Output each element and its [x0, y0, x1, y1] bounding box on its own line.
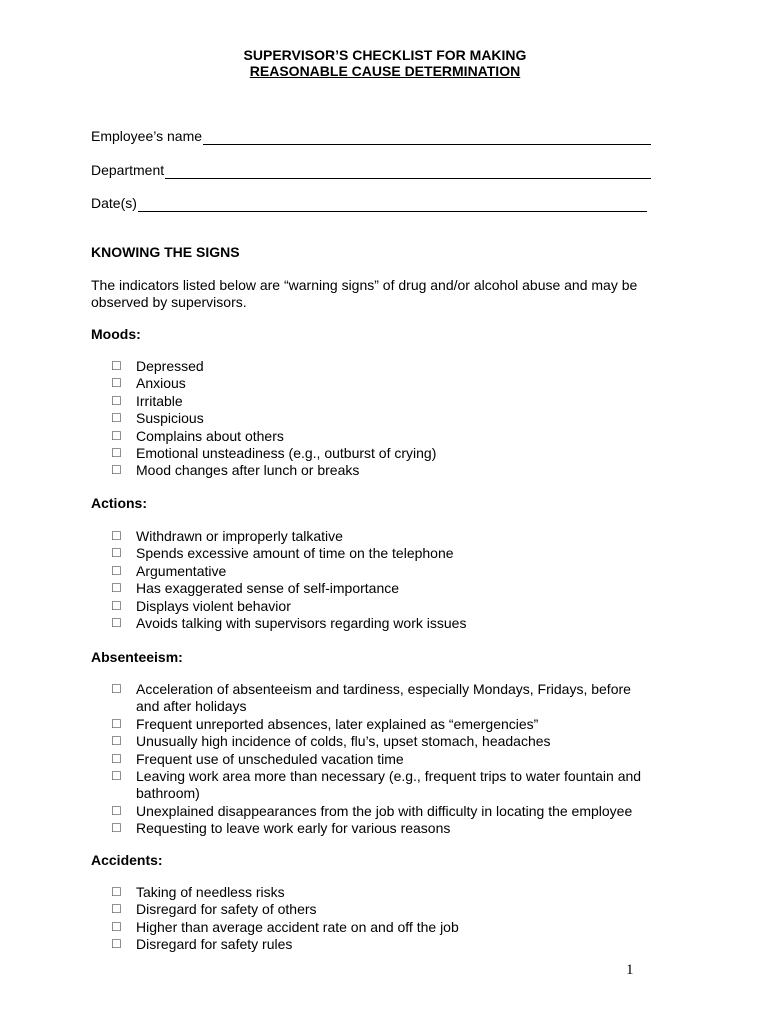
- checklist-item-label: Unusually high incidence of colds, flu’s, upset stomach, headaches: [136, 733, 551, 750]
- checkbox-icon[interactable]: ☐: [111, 769, 122, 784]
- checklist-item-label: Anxious: [136, 375, 186, 392]
- checkbox-icon[interactable]: ☐: [111, 446, 122, 461]
- checklist-item-label: Complains about others: [136, 427, 284, 444]
- checkbox-icon[interactable]: ☐: [111, 734, 122, 749]
- checkbox-icon[interactable]: ☐: [111, 581, 122, 596]
- checklist-item[interactable]: [111, 936, 656, 953]
- checklist-item-label: Frequent use of unscheduled vacation time: [136, 750, 404, 767]
- title-line-1: SUPERVISOR’S CHECKLIST FOR MAKING: [243, 47, 527, 63]
- checkbox-icon[interactable]: ☐: [111, 393, 122, 408]
- employee-name-label: Employee’s name: [91, 128, 203, 144]
- department-field[interactable]: [91, 162, 651, 179]
- checklist-item[interactable]: [111, 528, 656, 545]
- employee-name-field[interactable]: [91, 128, 651, 145]
- department-line[interactable]: [165, 163, 651, 179]
- dates-line[interactable]: [138, 196, 647, 212]
- checklist-item[interactable]: [111, 884, 656, 901]
- checkbox-icon[interactable]: ☐: [111, 902, 122, 917]
- checklist-item[interactable]: [111, 768, 656, 803]
- moods-list: [111, 358, 656, 480]
- checklist-item[interactable]: [111, 375, 656, 392]
- intro-paragraph: The indicators listed below are “warning signs” of drug and/or alcohol abuse and may be observed by supervisors.: [91, 277, 638, 310]
- checklist-item[interactable]: [111, 393, 656, 410]
- checklist-item-label: Taking of needless risks: [136, 884, 285, 900]
- checklist-item[interactable]: [111, 410, 656, 427]
- accidents-list: [111, 884, 656, 954]
- checklist-item[interactable]: [111, 733, 656, 750]
- checkbox-icon[interactable]: ☐: [111, 359, 122, 373]
- checkbox-icon[interactable]: ☐: [111, 463, 122, 478]
- checklist-item-label: Frequent unreported absences, later explained as “emergencies”: [136, 715, 539, 732]
- checkbox-icon[interactable]: ☐: [111, 563, 122, 578]
- checklist-item[interactable]: [111, 445, 656, 462]
- checklist-item[interactable]: [111, 919, 656, 936]
- checkbox-icon[interactable]: ☐: [111, 598, 122, 613]
- checkbox-icon[interactable]: ☐: [111, 682, 122, 696]
- checklist-item[interactable]: [111, 681, 656, 716]
- checklist-item[interactable]: [111, 358, 656, 375]
- dates-field[interactable]: [91, 195, 647, 212]
- checklist-item-label: Disregard for safety of others: [136, 901, 317, 918]
- checklist-item-label: Irritable: [136, 392, 183, 409]
- checklist-item[interactable]: [111, 901, 656, 918]
- checklist-item[interactable]: [111, 580, 656, 597]
- checklist-item-label: Requesting to leave work early for various reasons: [136, 820, 451, 837]
- checklist-item-label: Unexplained disappearances from the job with difficulty in locating the employee: [136, 802, 633, 819]
- checklist-item-label: Depressed: [136, 358, 204, 374]
- checkbox-icon[interactable]: ☐: [111, 885, 122, 899]
- checkbox-icon[interactable]: ☐: [111, 616, 122, 631]
- document-title: [0, 47, 770, 79]
- checklist-item-label: Has exaggerated sense of self-importance: [136, 580, 400, 597]
- absenteeism-heading: Absenteeism:: [91, 649, 183, 665]
- checklist-item-label: Avoids talking with supervisors regarding work issues: [136, 615, 467, 632]
- checklist-item-label: Withdrawn or improperly talkative: [136, 528, 343, 544]
- dates-label: Date(s): [91, 195, 137, 211]
- department-label: Department: [91, 162, 165, 178]
- checklist-item-label: Displays violent behavior: [136, 597, 291, 614]
- checkbox-icon[interactable]: ☐: [111, 411, 122, 426]
- checklist-item-label: Disregard for safety rules: [136, 936, 293, 953]
- checkbox-icon[interactable]: ☐: [111, 546, 122, 561]
- checklist-item[interactable]: [111, 751, 656, 768]
- checklist-item[interactable]: [111, 615, 656, 632]
- actions-list: [111, 528, 656, 632]
- checklist-item[interactable]: [111, 598, 656, 615]
- accidents-heading: Accidents:: [91, 852, 163, 868]
- checkbox-icon[interactable]: ☐: [111, 529, 122, 543]
- checkbox-icon[interactable]: ☐: [111, 803, 122, 818]
- checkbox-icon[interactable]: ☐: [111, 821, 122, 836]
- moods-heading: Moods:: [91, 326, 141, 342]
- checklist-item-label: Argumentative: [136, 562, 227, 579]
- checklist-item[interactable]: [111, 803, 656, 820]
- absenteeism-list: [111, 681, 656, 838]
- checklist-item-label: Higher than average accident rate on and off the job: [136, 918, 459, 935]
- checklist-item[interactable]: [111, 462, 656, 479]
- checkbox-icon[interactable]: ☐: [111, 428, 122, 443]
- employee-name-line[interactable]: [203, 129, 651, 145]
- checkbox-icon[interactable]: ☐: [111, 937, 122, 952]
- checklist-item[interactable]: [111, 545, 656, 562]
- checklist-item[interactable]: [111, 820, 656, 837]
- page-number: 1: [626, 962, 634, 978]
- checklist-item[interactable]: [111, 428, 656, 445]
- checklist-item-label: Acceleration of absenteeism and tardiness, especially Mondays, Fridays, before and after holidays: [136, 681, 631, 715]
- checklist-item-label: Emotional unsteadiness (e.g., outburst of crying): [136, 445, 437, 462]
- checkbox-icon[interactable]: ☐: [111, 919, 122, 934]
- checkbox-icon[interactable]: ☐: [111, 376, 122, 391]
- checklist-item[interactable]: [111, 716, 656, 733]
- checklist-item-label: Suspicious: [136, 410, 204, 427]
- checklist-item[interactable]: [111, 563, 656, 580]
- title-line-2: REASONABLE CAUSE DETERMINATION: [249, 63, 521, 79]
- checklist-item-label: Leaving work area more than necessary (e.g., frequent trips to water fountain and bathroom): [136, 768, 642, 802]
- knowing-signs-heading: KNOWING THE SIGNS: [91, 244, 240, 260]
- checklist-item-label: Spends excessive amount of time on the telephone: [136, 545, 454, 562]
- checkbox-icon[interactable]: ☐: [111, 751, 122, 766]
- actions-heading: Actions:: [91, 495, 147, 511]
- checkbox-icon[interactable]: ☐: [111, 716, 122, 731]
- checklist-item-label: Mood changes after lunch or breaks: [136, 462, 360, 479]
